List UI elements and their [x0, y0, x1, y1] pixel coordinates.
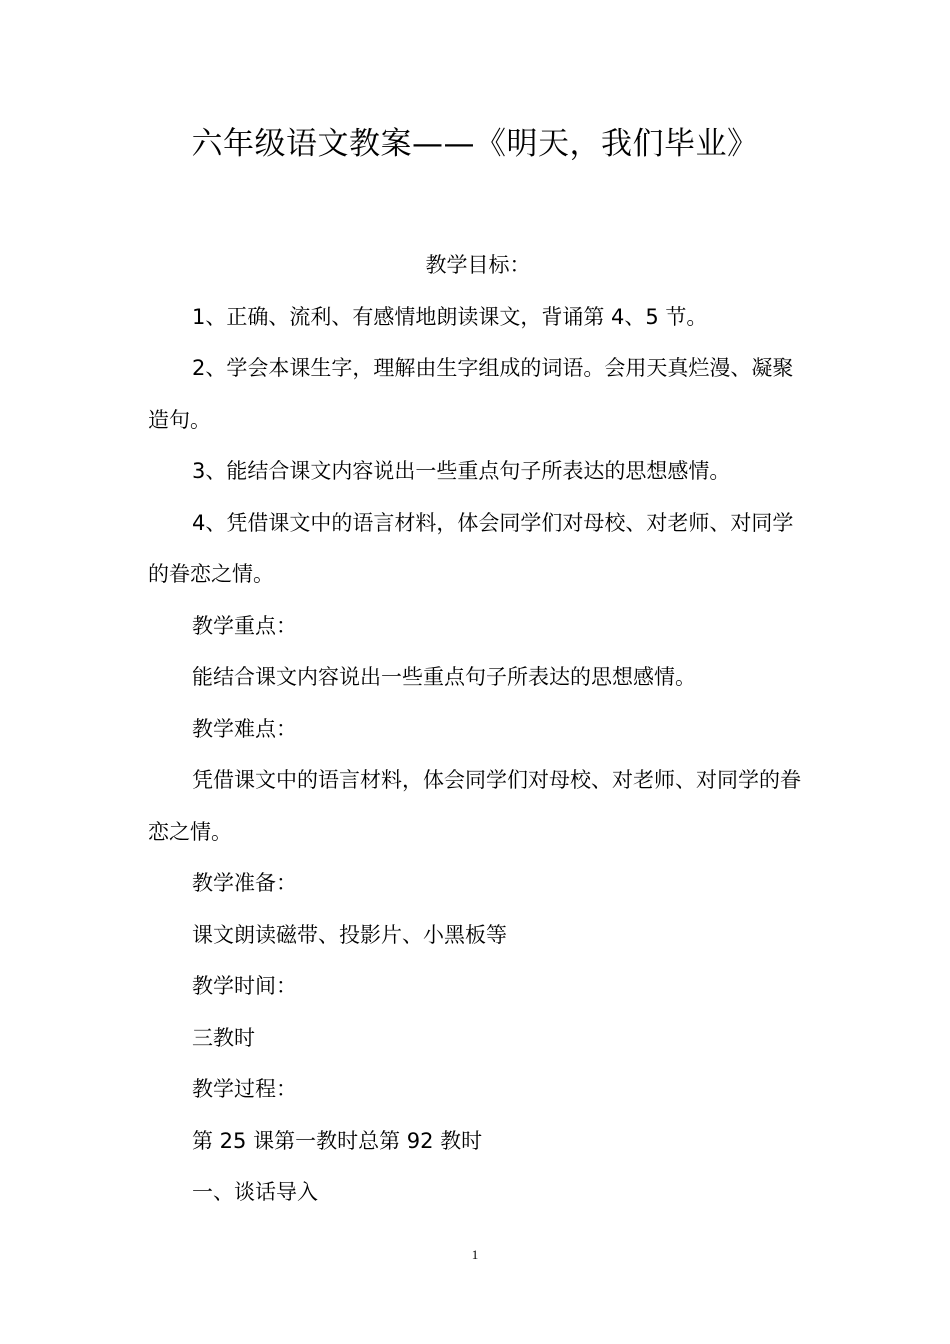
- time-heading: 教学时间：: [192, 974, 297, 998]
- goal-item: 3、能结合课文内容说出一些重点句子所表达的思想感情。: [192, 459, 731, 483]
- lesson-line: 第 25 课第一教时总第 92 教时: [192, 1128, 483, 1153]
- key-heading: 教学重点：: [192, 613, 297, 638]
- page-number: 1: [471, 1247, 479, 1262]
- document-body: [148, 240, 808, 1219]
- prep-text: 课文朗读磁带、投影片、小黑板等: [192, 922, 507, 947]
- goals-heading: 教学目标：: [425, 253, 531, 277]
- process-heading: 教学过程：: [192, 1077, 297, 1101]
- document-title: 六年级语文教案——《明天，我们毕业》: [191, 126, 759, 162]
- goal-item: 1、正确、流利、有感情地朗读课文，背诵第 4、5 节。: [192, 304, 708, 329]
- section-heading: 一、谈话导入: [192, 1180, 318, 1204]
- goal-item: 4、凭借课文中的语言材料，体会同学们对母校、对老师、对同学的眷恋之情。: [148, 510, 794, 586]
- key-text: 能结合课文内容说出一些重点句子所表达的思想感情。: [192, 665, 696, 689]
- time-text: 三教时: [192, 1025, 255, 1050]
- difficulty-text: 凭借课文中的语言材料，体会同学们对母校、对老师、对同学的眷恋之情。: [148, 768, 801, 844]
- difficulty-heading: 教学难点：: [192, 716, 297, 741]
- prep-heading: 教学准备：: [192, 871, 297, 895]
- goal-item: 2、学会本课生字，理解由生字组成的词语。会用天真烂漫、凝聚造句。: [148, 356, 794, 432]
